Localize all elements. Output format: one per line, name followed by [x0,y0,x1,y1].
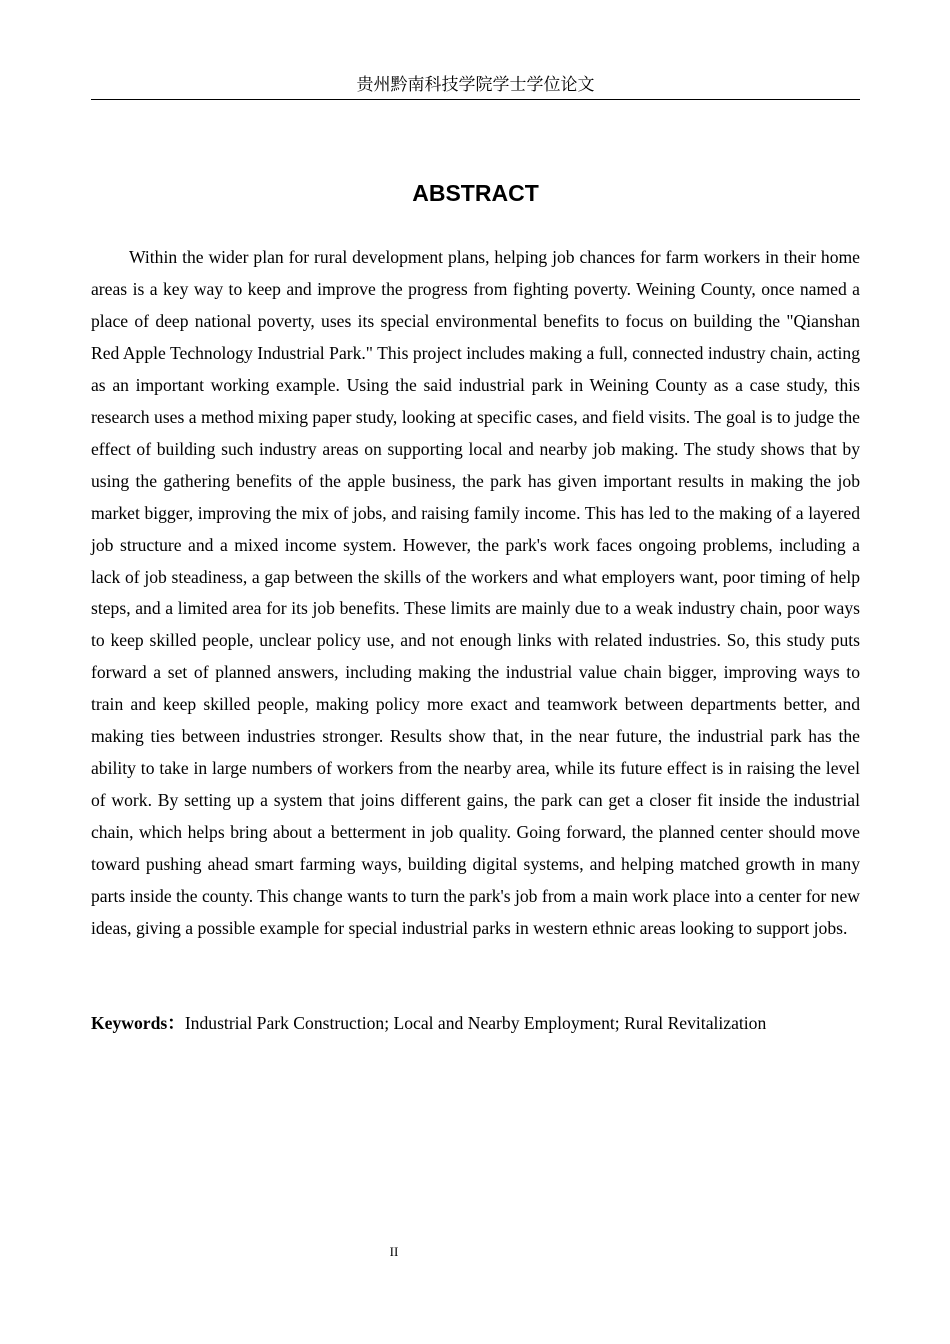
running-header: 贵州黔南科技学院学士学位论文 [356,75,595,95]
keywords-label: Keywords： [91,1013,185,1033]
header-rule [91,99,860,100]
keywords-text: Industrial Park Construction; Local and Nearby Employment; Rural Revitalization [184,1013,767,1033]
abstract-title: ABSTRACT [412,180,539,206]
abstract-body: Within the wider plan for rural development plans, helping job chances for farm workers in their home areas is a key way to keep and improve the progress from fighting poverty. Weining County, once named a place of deep national poverty, uses its special environmental benefits to focus on building the "Qianshan Red Apple Technology Industrial Park." This project includes making a full, connected industry chain, acting as an important working example. Using the said industrial park in Weining County as a case study, this research uses a method mixing paper study, looking at specific cases, and field visits. The goal is to judge the effect of building such industry areas on supporting local and nearby job making. The study shows that by using the gathering benefits of the apple business, the park has given important results in making the job market bigger, improving the mix of jobs, and raising family income. This has led to the making of a layered job structure and a mixed income system. However, the park's work faces ongoing problems, including a lack of job steadiness, a gap between the skills of the workers and what employers want, poor timing of help steps, and a limited area for its job benefits. These limits are mainly due to a weak industry chain, poor ways to keep skilled people, unclear policy use, and not enough links with related industries. So, this study puts forward a set of planned answers, including making the industrial value chain bigger, improving ways to train and keep skilled people, making policy more exact and teamwork between departments better, and making ties between industries stronger. Results show that, in the near future, the industrial park has the ability to take in large numbers of workers from the nearby area, while its future effect is in raising the level of work. By setting up a system that joins different gains, the park can get a closer fit inside the industrial chain, which helps bring about a betterment in job quality. Going forward, the planned center should move toward pushing ahead smart farming ways, building digital systems, and helping matched growth in many parts inside the county. This change wants to turn the park's job from a main work place into a center for new ideas, giving a possible example for special industrial parks in western ethnic areas looking to support jobs. [91,247,860,939]
keywords-line [91,1008,860,1040]
page-number: II [389,1244,399,1259]
